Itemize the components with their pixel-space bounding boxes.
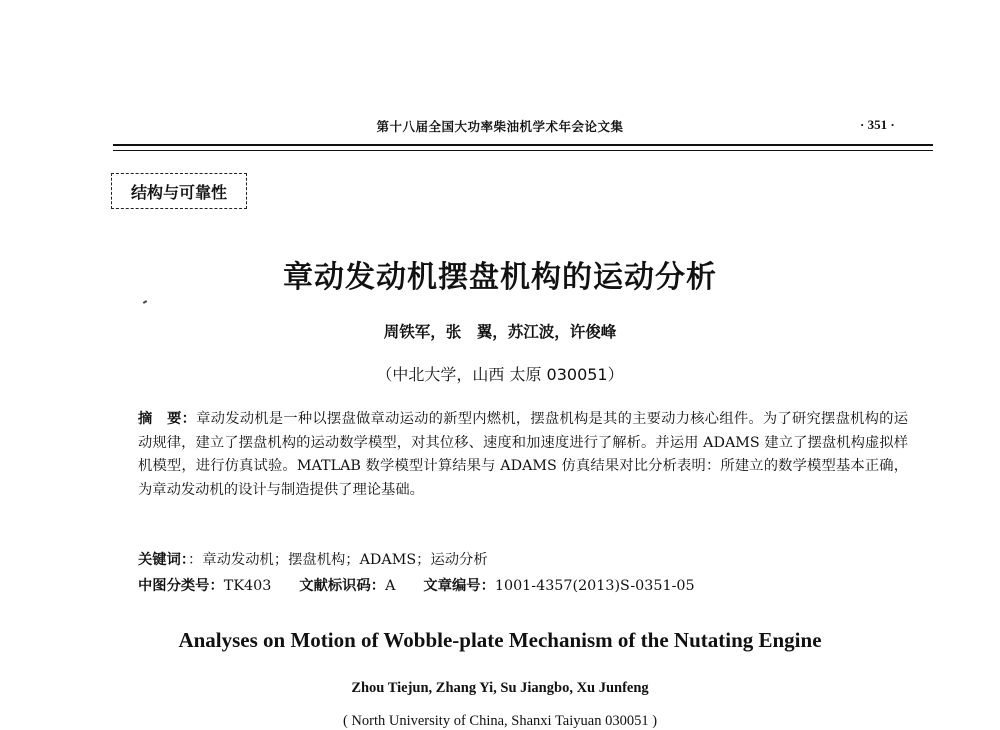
clc-label: 中图分类号：	[138, 578, 224, 594]
doc-code-label: 文献标识码：	[299, 578, 386, 594]
header-rule-thick	[113, 144, 933, 146]
article-no-value: 1001-4357(2013)S-0351-05	[494, 578, 695, 594]
authors-cn: 周铁军，张 翼，苏江波，许俊峰	[383, 323, 617, 341]
affiliation-en: ( North University of China, Shanxi Taiyuan 030051 )	[342, 713, 658, 729]
affiliation-cn: （中北大学，山西 太原 030051）	[376, 365, 624, 384]
abstract	[138, 408, 908, 502]
clc-value: TK403	[223, 578, 272, 594]
authors-en: Zhou Tiejun, Zhang Yi, Su Jiangbo, Xu Junfeng	[351, 680, 649, 696]
keywords-label: 关键词：	[138, 552, 189, 568]
header-rule-thin	[113, 150, 933, 151]
keywords-line	[138, 549, 488, 569]
abstract-label: 摘 要：	[138, 411, 197, 427]
classification-line	[138, 575, 695, 595]
paper-title-cn: 章动发动机摆盘机构的运动分析	[283, 260, 717, 295]
journal-header: 第十八届全国大功率柴油机学术年会论文集	[376, 119, 624, 134]
section-label: 结构与可靠性	[130, 182, 227, 202]
page-number: · 351 ·	[860, 117, 895, 132]
scan-speck	[143, 300, 147, 304]
keywords-text: ：章动发动机；摆盘机构；ADAMS；运动分析	[188, 552, 488, 568]
paper-title-en: Analyses on Motion of Wobble-plate Mechanism of the Nutating Engine	[178, 628, 822, 652]
abstract-text: 章动发动机是一种以摆盘做章动运动的新型内燃机，摆盘机构是其的主要动力核心组件。为了研究摆盘机构的运动规律，建立了摆盘机构的运动数学模型，对其位移、速度和加速度进行了解析。并运用 ADAMS 建立了摆盘机构虚拟样机模型，进行仿真试验。MATLAB 数学模型计算结果与 ADAMS 仿真结果对比分析表明：所建立的数学模型基本正确，为章动发动机的设计与制造提供了理论基础。	[138, 411, 909, 498]
doc-code-value: A	[385, 578, 396, 594]
article-no-label: 文章编号：	[423, 578, 495, 594]
section-label-box	[111, 173, 247, 209]
